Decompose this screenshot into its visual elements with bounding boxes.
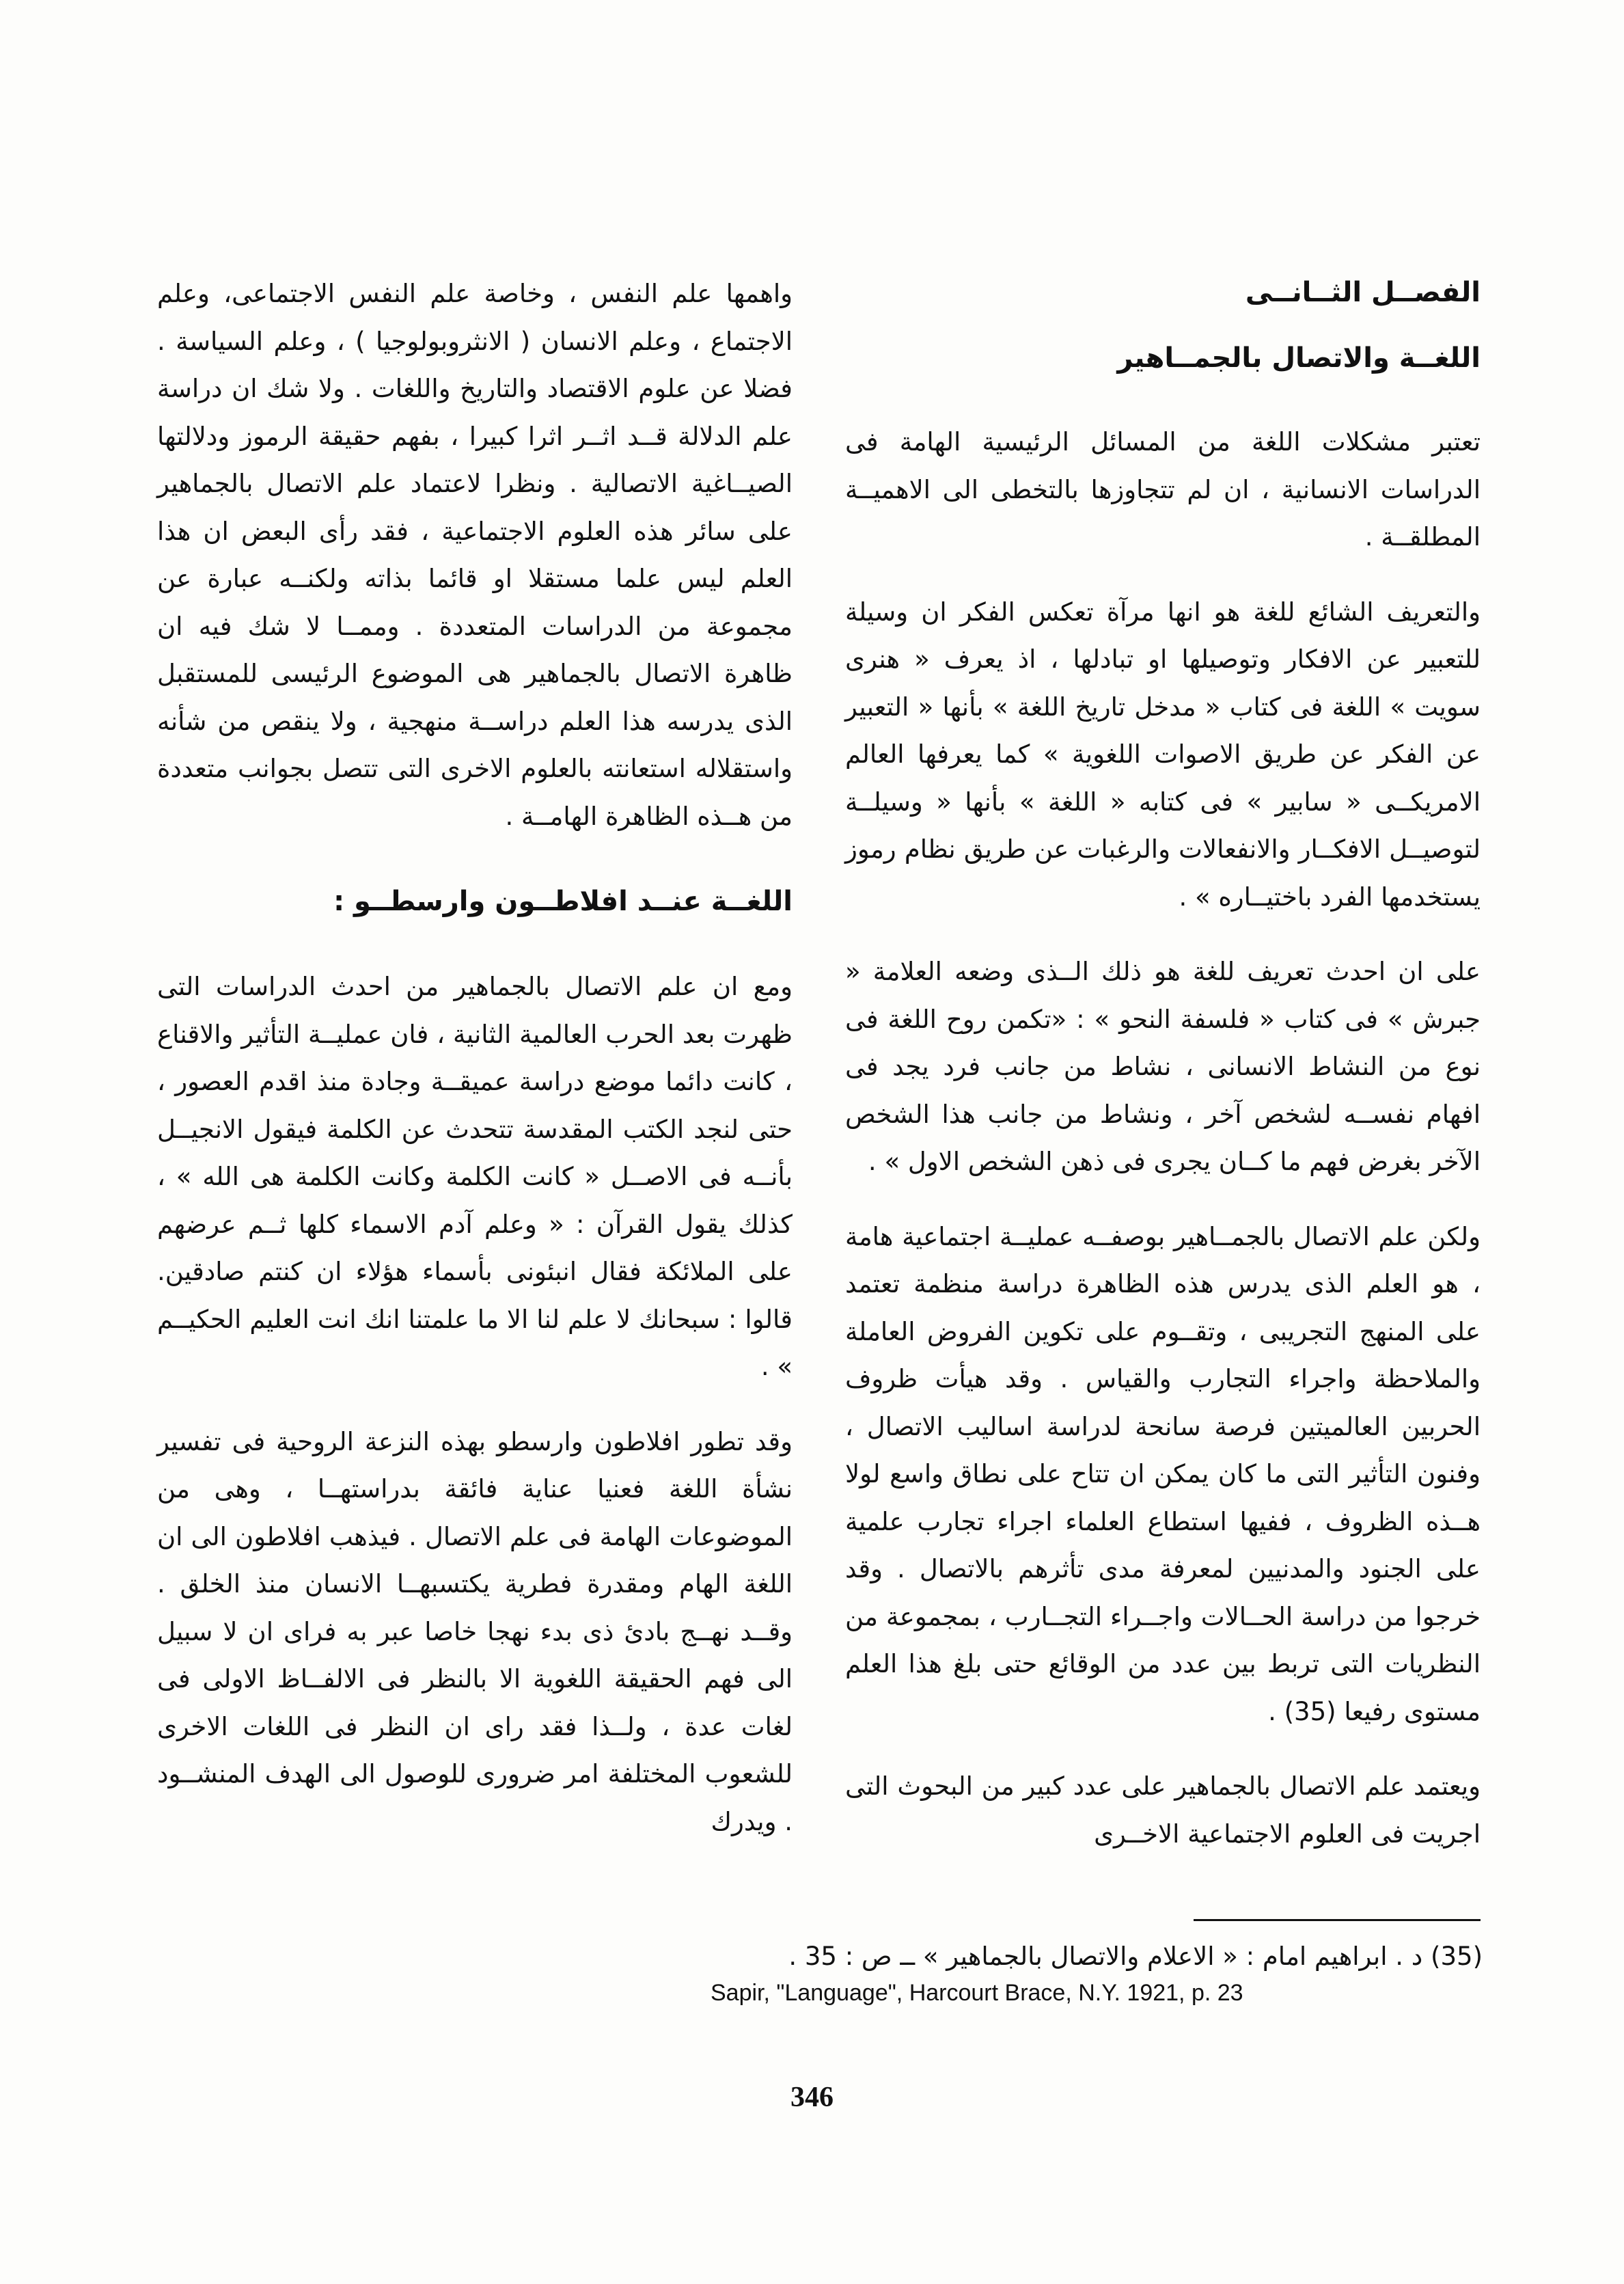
chapter-subtitle: اللغــة والاتصال بالجمــاهير	[1117, 342, 1481, 374]
paragraph: واهمها علم النفس ، وخاصة علم النفس الاجتماعى، وعلم الاجتماع ، وعلم الانسان ( الانثروبولوجيا ) ، وعلم السياسة . فضلا عن علوم الاقتصاد والتاريخ واللغات . ولا شك ان دراسة علم الدلالة قــد اثــر اثرا كبيرا ، بفهم حقيقة الرموز ودلالتها الصيــاغية الاتصالية . ونظرا لاعتماد علم الاتصال بالجماهير على سائر هذه العلوم الاجتماعية ، فقد رأى البعض ان هذا العلم ليس علما مستقلا او قائما بذاته ولكنــه عبارة عن مجموعة من الدراسات المتعددة . وممــا لا شك فيه ان ظاهرة الاتصال بالجماهير هى الموضوع الرئيسى للمستقبل الذى يدرسه هذا العلم دراســة منهجية ، ولا ينقص من شأنه واستقلاله استعانته بالعلوم الاخرى التى تتصل بجوانب متعددة من هــذه الظاهرة الهامــة .	[157, 279, 793, 831]
section-title: اللغــة عنــد افلاطــون وارسطــو :	[333, 886, 793, 917]
paragraph: وقد تطور افلاطون وارسطو بهذه النزعة الروحية فى تفسير نشأة اللغة فعنيا عناية فائقة بدراستهــا ، وهى من الموضوعات الهامة فى علم الاتصال . فيذهب افلاطون الى ان اللغة الهام ومقدرة فطرية يكتسبهــا الانسان منذ الخلق . وقــد نهــج بادئ ذى بدء نهجا خاصا عبر به فراى ان لا سبيل الى فهم الحقيقة اللغوية الا بالنظر فى الالفــاظ الاولى فى لغات عدة ، ولــذا فقد راى ان النظر فى اللغات الاخرى للشعوب المختلفة امر ضرورى للوصول الى الهدف المنشــود . ويدرك	[157, 1426, 793, 1836]
page-number: 346	[790, 2082, 834, 2113]
paragraph: ومع ان علم الاتصال بالجماهير من احدث الدراسات التى ظهرت بعد الحرب العالمية الثانية ، فان عمليــة التأثير والاقناع ، كانت دائما موضع دراسة عميقــة وجادة منذ اقدم العصور ، حتى لنجد الكتب المقدسة تتحدث عن الكلمة فيقول الانجيــل بأنــه فى الاصــل « كانت الكلمة وكانت الكلمة هى الله » ، كذلك يقول القرآن : « وعلم آدم الاسماء كلها ثــم عرضهم على الملائكة فقال انبئونى بأسماء هؤلاء ان كنتم صادقين. قالوا : سبحانك لا علم لنا الا ما علمتنا انك انت العليم الحكيــم » .	[157, 972, 793, 1381]
chapter-title: الفصــل الثــانــى	[1245, 277, 1481, 308]
footnote-latin: Sapir, "Language", Harcourt Brace, N.Y. 1921, p. 23	[711, 1980, 1243, 2006]
left-column	[157, 270, 793, 1873]
paragraph: على ان احدث تعريف للغة هو ذلك الــذى وضعه العلامة « جبرش » فى كتاب « فلسفة النحو » : «تكمن روح اللغة فى نوع من النشاط الانسانى ، نشاط من جانب فرد يجد فى افهام نفســه لشخص آخر ، ونشاط من جانب هذا الشخص الآخر بغرض فهم ما كــان يجرى فى ذهن الشخص الاول » .	[845, 957, 1481, 1176]
footnote-separator	[1194, 1919, 1481, 1921]
right-column	[845, 260, 1481, 1885]
paragraph: ولكن علم الاتصال بالجمــاهير بوصفــه عمليــة اجتماعية هامة ، هو العلم الذى يدرس هذه الظاهرة دراسة منظمة تعتمد على المنهج التجريبى ، وتقــوم على تكوين الفروض العاملة والملاحظة واجراء التجارب والقياس . وقد هيأت ظروف الحربين العالميتين فرصة سانحة لدراسة اساليب الاتصال ، وفنون التأثير التى ما كان يمكن ان تتاح على نطاق واسع لولا هــذه الظروف ، ففيها استطاع العلماء اجراء تجارب علمية على الجنود والمدنيين لمعرفة مدى تأثرهم بالاتصال . وقد خرجوا من دراسة الحــالات واجــراء التجــارب ، بمجموعة من النظريات التى تربط بين عدد من الوقائع حتى بلغ هذا العلم مستوى رفيعا (35) .	[845, 1221, 1481, 1726]
paragraph: ويعتمد علم الاتصال بالجماهير على عدد كبير من البحوث التى اجريت فى العلوم الاجتماعية الاخــرى	[845, 1771, 1481, 1849]
footnotes	[615, 1938, 1483, 2010]
paragraph: والتعريف الشائع للغة هو انها مرآة تعكس الفكر ان وسيلة للتعبير عن الافكار وتوصيلها او تبادلها ، اذ يعرف « هنرى سويت » اللغة فى كتاب « مدخل تاريخ اللغة » بأنها « التعبير عن الفكر عن طريق الاصوات اللغوية » كما يعرفها العالم الامريكــى « سابير » فى كتابه « اللغة » بأنها « وسيلــة لتوصيــل الافكــار والانفعالات والرغبات عن طريق نظام رموز يستخدمها الفرد باختيــاره » .	[845, 597, 1481, 912]
footnote-arabic: (35) د . ابراهيم امام : « الاعلام والاتصال بالجماهير » ــ ص : 35 .	[788, 1942, 1483, 1971]
paragraph: تعتبر مشكلات اللغة من المسائل الرئيسية الهامة فى الدراسات الانسانية ، ان لم تتجاوزها بالتخطى الى الاهميــة المطلقــة .	[845, 427, 1481, 552]
